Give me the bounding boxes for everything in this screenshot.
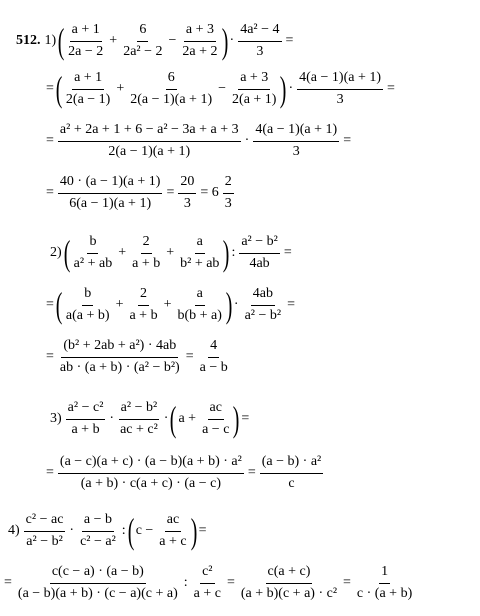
part4-label: 4) [8, 523, 20, 539]
close-paren: ) [233, 399, 240, 440]
p4-line2 [2, 564, 416, 603]
denominator: c [288, 475, 295, 491]
denominator: (a − b)(a + b) · (c − a)(c + a) [17, 585, 178, 601]
denominator: a − b [199, 359, 228, 375]
equals: = [46, 133, 54, 149]
operator: + [166, 245, 175, 261]
fraction [239, 564, 339, 603]
operator: · [233, 297, 239, 313]
operator: − [168, 33, 177, 49]
open-paren: ( [55, 285, 63, 326]
numerator: 4ab [251, 286, 275, 306]
numerator: a [195, 286, 205, 306]
fraction [297, 70, 383, 109]
fraction [157, 512, 188, 551]
denominator: 2(a − 1)(a + 1) [130, 91, 213, 107]
fraction [127, 286, 159, 325]
numerator: 4(a − 1)(a + 1) [253, 122, 339, 142]
denominator: 3 [292, 143, 300, 159]
numerator: c² − ac [24, 512, 66, 532]
operator: + [115, 297, 124, 313]
numerator: a² − b² [119, 400, 160, 420]
equals: = [46, 297, 54, 313]
denominator: 6(a − 1)(a + 1) [69, 195, 152, 211]
fraction [238, 22, 281, 61]
operator: : [231, 245, 236, 261]
fraction [58, 122, 241, 161]
fraction [118, 400, 160, 439]
part3-label: 3) [50, 411, 62, 427]
part1-label: 1) [44, 33, 57, 49]
equals: = [247, 465, 256, 481]
fraction [355, 564, 414, 603]
denominator: b(b + a) [177, 307, 222, 323]
denominator: a + c [159, 533, 187, 549]
fraction [239, 234, 280, 273]
equals: = [283, 245, 292, 261]
fraction [121, 22, 164, 61]
denominator: a + b [132, 255, 161, 271]
numerator: a² + 2a + 1 + 6 − a² − 3a + a + 3 [58, 122, 241, 142]
operator: · [163, 411, 169, 427]
numerator: ac [165, 512, 181, 532]
denominator: 2(a + 1) [232, 91, 277, 107]
fraction [24, 512, 66, 551]
denominator: a + b [71, 421, 100, 437]
equals: = [343, 575, 351, 591]
fraction [58, 174, 163, 213]
numerator: a + 3 [184, 22, 216, 42]
problem-number: 512. [16, 33, 41, 49]
denominator: ab · (a + b) · (a² − b²) [59, 359, 180, 375]
denominator: c · (a + b) [356, 585, 413, 601]
p1-line3 [44, 122, 353, 161]
numerator: 1 [379, 564, 390, 584]
denominator: 2(a − 1)(a + 1) [108, 143, 191, 159]
fraction [64, 286, 112, 325]
close-paren: ) [221, 21, 228, 62]
operator: · [109, 411, 115, 427]
fraction [58, 338, 182, 377]
fraction [180, 22, 219, 61]
numerator: b [82, 286, 93, 306]
operator: · [229, 33, 235, 49]
denominator: 3 [183, 195, 191, 211]
p1-line2 [44, 70, 397, 109]
numerator: 2 [138, 286, 149, 306]
operator: · [69, 523, 75, 539]
operator: : [121, 523, 126, 539]
denominator: ac + c² [120, 421, 158, 437]
denominator: 2(a − 1) [65, 91, 111, 107]
close-paren: ) [190, 511, 197, 552]
equals: = [343, 133, 352, 149]
fraction [253, 122, 339, 161]
part2-label: 2) [50, 245, 62, 261]
operator: + [163, 297, 172, 313]
equals: = [46, 81, 54, 97]
operator: + [116, 81, 125, 97]
fraction [58, 454, 244, 493]
denominator: a² − b² [26, 533, 63, 549]
numerator: 2 [223, 174, 234, 194]
equals: = [287, 297, 296, 313]
denominator: (a + b) · c(a + c) · (a − c) [80, 475, 221, 491]
equals: = [166, 185, 175, 201]
numerator: a + 3 [238, 70, 270, 90]
fraction [64, 70, 112, 109]
denominator: 2a² − 2 [123, 43, 163, 59]
fraction [230, 70, 278, 109]
fraction [78, 512, 118, 551]
numerator: c² [200, 564, 214, 584]
numerator: a + 1 [72, 70, 104, 90]
numerator: 4a² − 4 [238, 22, 281, 42]
open-paren: ( [170, 399, 177, 440]
equals: = [198, 523, 207, 539]
open-paren: ( [127, 511, 134, 552]
numerator: ac [208, 400, 224, 420]
fraction [16, 564, 180, 603]
numerator: b [87, 234, 98, 254]
p3-line1 [48, 400, 251, 439]
numerator: 6 [166, 70, 177, 90]
operator: + [109, 33, 118, 49]
numerator: (b² + 2ab + a²) · 4ab [61, 338, 178, 358]
numerator: c(a + c) [266, 564, 313, 584]
term: a + [178, 411, 197, 427]
numerator: (a − c)(a + c) · (a − b)(a + b) · a² [58, 454, 244, 474]
equals: = [387, 81, 395, 97]
fraction [175, 286, 223, 325]
numerator: (a − b) · a² [260, 454, 324, 474]
numerator: a² − c² [66, 400, 106, 420]
numerator: c(c − a) · (a − b) [50, 564, 146, 584]
denominator: 2a + 2 [182, 43, 218, 59]
numerator: 2 [141, 234, 152, 254]
equals: = [46, 349, 54, 365]
numerator: 20 [178, 174, 196, 194]
p2-line2 [44, 286, 297, 325]
numerator: 4(a − 1)(a + 1) [297, 70, 383, 90]
equals: = [46, 185, 54, 201]
equals: = [46, 465, 54, 481]
numerator: 4 [208, 338, 219, 358]
p1-line1 [14, 22, 295, 61]
denominator: a − c [202, 421, 230, 437]
denominator: b² + ab [180, 255, 220, 271]
equals: = [241, 411, 250, 427]
equals-whole: = 6 [200, 185, 219, 201]
numerator: a − b [82, 512, 114, 532]
p1-line4 [44, 174, 236, 213]
fraction [66, 22, 105, 61]
p2-line3 [44, 338, 232, 377]
denominator: 3 [256, 43, 264, 59]
p4-line1 [6, 512, 209, 551]
denominator: a + b [129, 307, 158, 323]
operator: · [244, 133, 250, 149]
fraction [243, 286, 284, 325]
numerator: a [195, 234, 205, 254]
equals: = [185, 349, 194, 365]
fraction [130, 234, 162, 273]
numerator: 6 [137, 22, 148, 42]
fraction [223, 174, 234, 213]
term: c − [135, 523, 154, 539]
p3-line2 [44, 454, 325, 493]
denominator: 3 [224, 195, 232, 211]
close-paren: ) [225, 285, 233, 326]
fraction [192, 564, 223, 603]
operator: · [288, 81, 294, 97]
p2-line1 [48, 234, 294, 273]
denominator: 4ab [249, 255, 270, 271]
close-paren: ) [223, 233, 230, 274]
denominator: a² − b² [244, 307, 282, 323]
numerator: a + 1 [70, 22, 102, 42]
denominator: c² − a² [80, 533, 116, 549]
fraction [72, 234, 115, 273]
fraction [200, 400, 231, 439]
open-paren: ( [63, 233, 70, 274]
fraction [178, 174, 196, 213]
fraction [260, 454, 324, 493]
denominator: a + c [193, 585, 221, 601]
equals: = [4, 575, 12, 591]
operator: : [183, 575, 188, 591]
denominator: 2a − 2 [68, 43, 104, 59]
fraction [128, 70, 214, 109]
open-paren: ( [57, 21, 65, 62]
open-paren: ( [55, 69, 63, 110]
fraction [66, 400, 106, 439]
fraction [178, 234, 221, 273]
denominator: 3 [336, 91, 344, 107]
fraction [198, 338, 230, 377]
denominator: a(a + b) [65, 307, 110, 323]
denominator: (a + b)(c + a) · c² [240, 585, 338, 601]
denominator: a² + ab [73, 255, 113, 271]
equals: = [285, 33, 294, 49]
operator: + [118, 245, 127, 261]
equals: = [226, 575, 235, 591]
operator: − [218, 81, 227, 97]
numerator: 40 · (a − 1)(a + 1) [58, 174, 163, 194]
numerator: a² − b² [239, 234, 280, 254]
close-paren: ) [280, 69, 287, 110]
